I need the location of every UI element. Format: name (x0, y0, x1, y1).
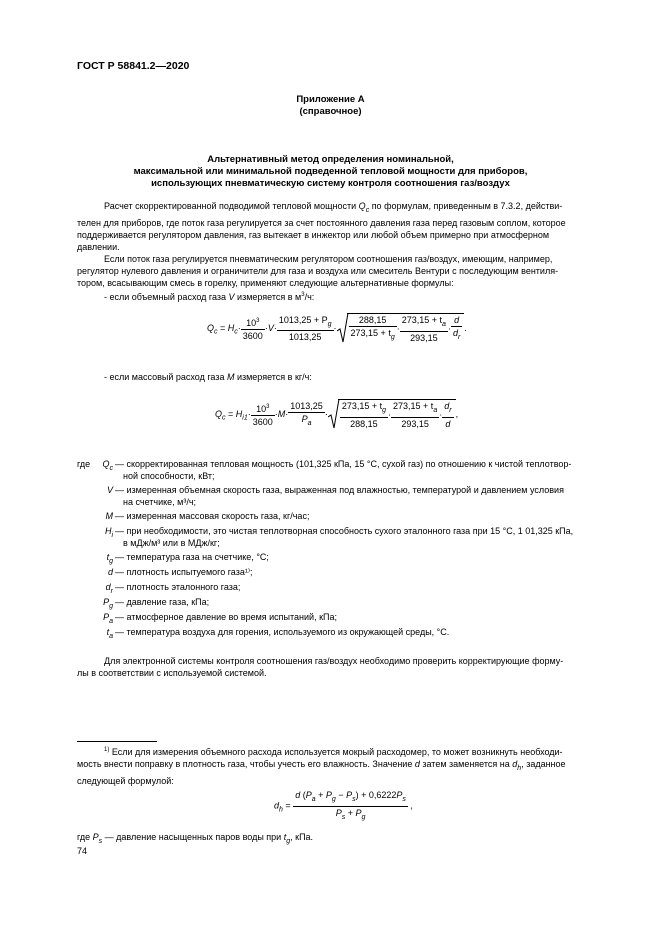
intro-text (77, 200, 585, 303)
closing-line-2: лы в соответствии с используемой системой. (77, 668, 267, 678)
appendix-title: Приложение А (296, 94, 365, 105)
closing-text (77, 655, 585, 679)
definition-prefix: где (77, 459, 91, 469)
section-title-line-3: использующих пневматическую систему контроля соотношения газ/воздух (151, 178, 510, 189)
definition-symbol: $H_i$ (104, 526, 113, 539)
bullet-volumetric: - если объемный расход газа V измеряется в $м^3/ч$: (104, 291, 315, 302)
definition-text: — скорректированная тепловая мощность (101,325 кПа, 15 °С, сухой газ) по отношению к чистой теплотвор- ной способности, кВт; (115, 459, 572, 481)
intro-p2-line1: Если поток газа регулируется пневматическим регулятором соотношения газ/воздух, имеющим, например, (104, 253, 553, 264)
definition-symbol: M (105, 511, 113, 521)
definition-symbol: $P_a$ (103, 612, 113, 625)
sqrt-sign-icon (337, 313, 349, 343)
intro-p1-line2: телен для приборов, где поток газа регулируется за счет постоянного давления газа перед газовым соплом, которое (77, 217, 566, 228)
footnote-where: где $P_s$ — давление насыщенных паров воды при $t_g$, кПа. (77, 832, 314, 845)
definition-text: — температура газа на счетчике, °С; (115, 552, 269, 562)
definition-symbol: $d_r$ (105, 582, 113, 595)
definition-text: — плотность эталонного газа; (115, 582, 241, 592)
closing-line-1: Для электронной системы контроля соотношения газ/воздух необходимо проверить корректирующие форму- (104, 656, 564, 666)
definition-text: — давление газа, кПа; (115, 597, 210, 607)
intro-p2-line2: регулятор нулевого давления и ограничители для газа и воздуха или смеситель Вентури с последующим вентиля- (77, 265, 559, 276)
formula-volumetric: $Q_c = H_c\cdot$ $\frac{10^3}{3600}$ ·V· $\frac{1013,25 + P_g}{1013,25}$ · $\frac{288,15}{273,15 + t_g}$ · $\frac{273,15 + t_a}{293,15}$ · $\frac{d}{d_r}$ . (207, 314, 467, 343)
bullet-mass: - если массовый расход газа M измеряется в кг/ч: (104, 372, 312, 382)
definition-symbol: V (106, 485, 113, 495)
section-title-line-1: Альтернативный метод определения номинальной, (207, 154, 454, 165)
definition-text: — плотность испытуемого газа¹⁾; (115, 567, 253, 577)
formula-dh-numerator: d $(P_a + P_g - P_s) + 0,6222P_s$ (295, 790, 406, 803)
footnote (77, 744, 585, 787)
standard-code: ГОСТ Р 58841.2—2020 (77, 60, 190, 72)
definition-symbol: $Q_c$ (102, 459, 113, 472)
definition-symbol: $P_g$ (103, 597, 113, 610)
footnote-line-1: $^{1)}$ Если для измерения объемного расхода используется мокрый расходомер, то может возникнуть необходи- (104, 747, 563, 757)
appendix-subtitle: (справочное) (299, 106, 362, 117)
footnote-line-3: следующей формулой: (77, 775, 174, 786)
intro-p1-line3: поддерживается регулятором давления, газ вытекает в инжектор или любой объем примерно при атмосферном (77, 229, 550, 240)
formula-dh-denominator: $P_s + P_g$ (293, 806, 408, 824)
formula-mass: $Q_c = H_{i1}\cdot$ $\frac{10^3}{3600}$ ·M· $\frac{1013,25}{P_a}$ · $\frac{273,15 + t_g}{288,15}$ · $\frac{273,15 + t_a}{293,15}$ · $\frac{d_r}{d}$ , (215, 400, 459, 429)
formula-dh-fraction (293, 789, 408, 824)
intro-p1-line4: давлении. (77, 241, 120, 252)
intro-p1-line1: Расчет скорректированной подводимой тепловой мощности $Q_c$ по формулам, приведенным в 7.3.2, действи- (104, 201, 563, 214)
definition-text: — температура воздуха для горения, используемого из окружающей среды, °С. (115, 627, 450, 637)
definition-text: — при необходимости, это чистая теплотворная способность сухого эталонного газа при 15 °С, 1 01,325 кПа, в мДж/м³ или в МДж/кг; (115, 526, 574, 548)
footnote-divider (77, 741, 157, 742)
section-title-line-2: максимальной или минимальной подведенной тепловой мощности для приборов, (133, 166, 528, 177)
page-number: 74 (77, 846, 88, 856)
footnote-line-2: мость внести поправку в плотность газа, чтобы учесть его влажность. Значение d затем заменяется на $d_h$, заданное (77, 759, 566, 772)
definition-symbol: d (107, 567, 113, 577)
definition-symbol: $t_g$ (106, 552, 113, 565)
definition-symbol: $t_a$ (106, 627, 113, 640)
formula-dh: $d_h$ = $\frac{d (P_a + P_g - P_s) + 0,6222P_s}{P_s + P_g}$ , (274, 789, 413, 824)
definition-text: — измеренная объемная скорость газа, выраженная под влажностью, температурой и давлением условия на счетчике, м³/ч; (115, 485, 564, 507)
sqrt-sign-icon (328, 399, 340, 429)
definition-text: — измеренная массовая скорость газа, кг/час; (115, 511, 310, 521)
definition-text: — атмосферное давление во время испытаний, кПа; (115, 612, 337, 622)
intro-p2-line3: тором, всасывающим смесь в горелку, применяют следующие альтернативные формулы: (77, 277, 454, 288)
